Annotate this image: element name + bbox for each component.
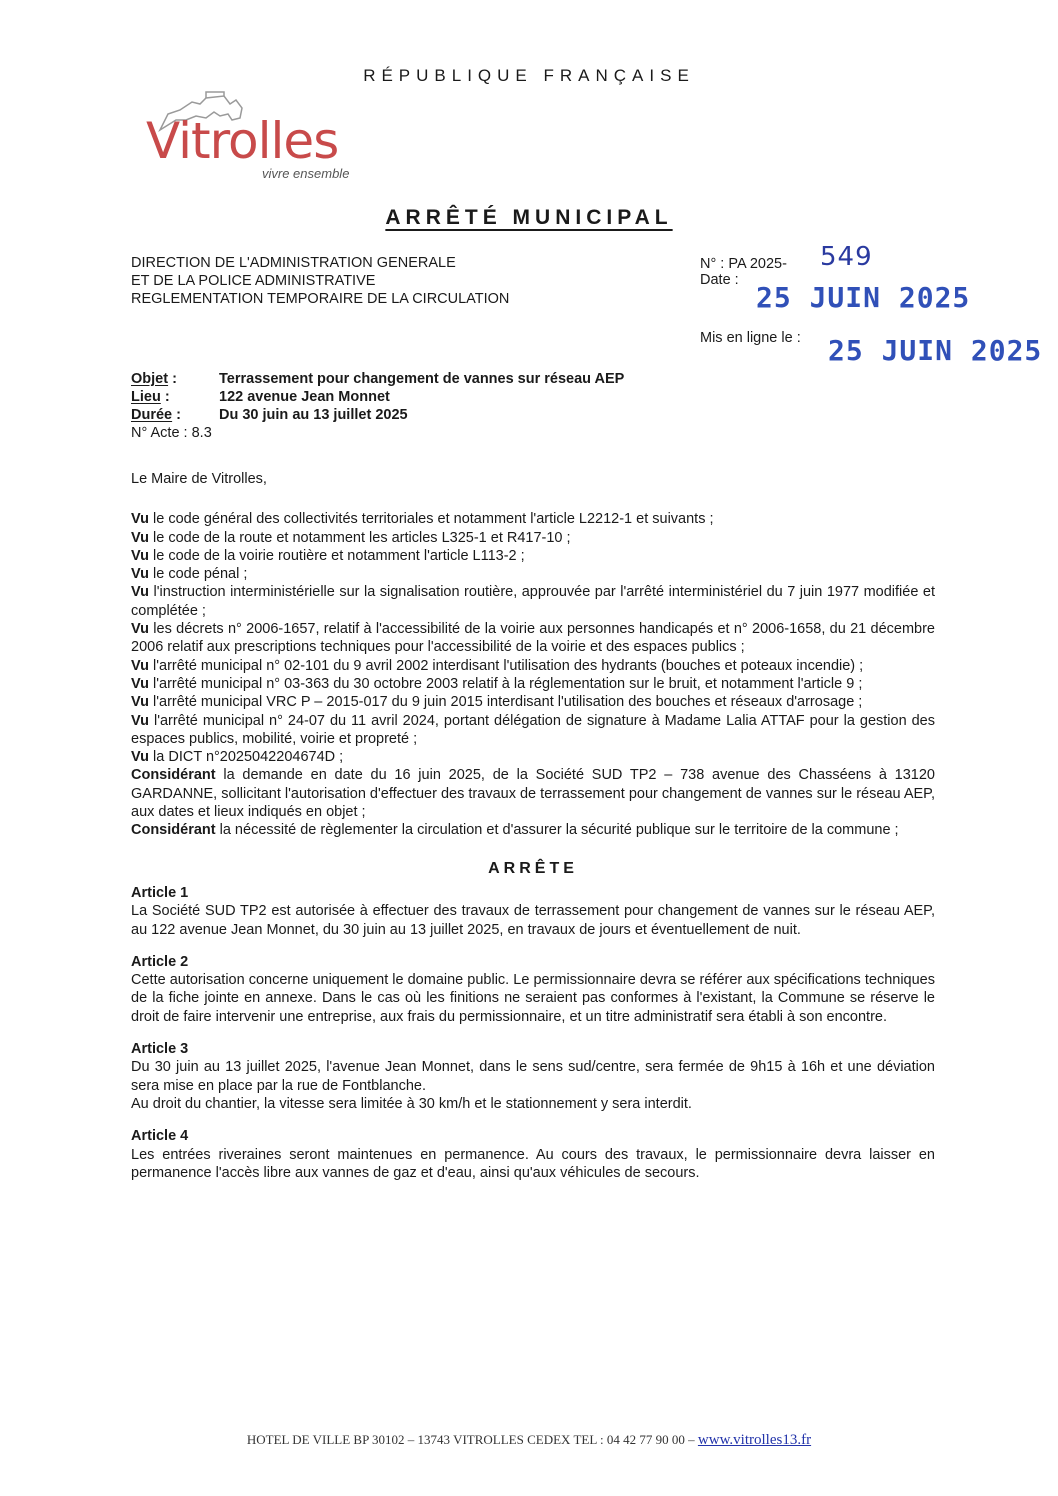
objet-label: Objet xyxy=(131,371,169,387)
decree-number-label: N° : PA 2025- xyxy=(700,256,787,272)
document-body xyxy=(131,470,935,1182)
online-date-stamp: 25 JUIN 2025 xyxy=(828,334,1043,367)
article-text: Du 30 juin au 13 juillet 2025, l'avenue Jean Monnet, dans le sens sud/centre, sera fermée de 9h15 à 16h et une déviation sera mise en place par la rue de Fontblanche. xyxy=(131,1059,935,1094)
decree-number-handwritten: 549 xyxy=(820,242,873,272)
vu-item: Vu le code pénal ; xyxy=(131,566,248,583)
intro-line: Le Maire de Vitrolles, xyxy=(131,471,267,487)
direction-block xyxy=(131,254,509,308)
logo-tagline: vivre ensemble xyxy=(262,166,350,181)
vu-item: Vu l'instruction interministérielle sur la signalisation routière, approuvée par l'arrêté interministériel du 7 juin 1977 modifiée et complétée ; xyxy=(131,584,935,619)
considerant-item: Considérant la demande en date du 16 juin 2025, de la Société SUD TP2 – 738 avenue des Chasséens à 13120 GARDANNE, sollicitant l'autorisation d'effectuer des travaux de terrassement pour changement de vannes sur le réseau AEP, aux dates et lieux indiqués en objet ; xyxy=(131,767,935,821)
article-title: Article 1 xyxy=(131,884,189,901)
direction-line: ET DE LA POLICE ADMINISTRATIVE xyxy=(131,273,376,289)
article-text: Au droit du chantier, la vitesse sera limitée à 30 km/h et le stationnement y sera interdit. xyxy=(131,1095,692,1112)
article-title: Article 4 xyxy=(131,1128,189,1145)
online-label: Mis en ligne le : xyxy=(700,330,801,346)
vu-item: Vu l'arrêté municipal n° 02-101 du 9 avril 2002 interdisant l'utilisation des hydrants (bouches et poteaux incendie) ; xyxy=(131,657,864,674)
duree-label: Durée xyxy=(131,407,173,423)
article-title: Article 2 xyxy=(131,953,189,970)
document-title: ARRÊTÉ MUNICIPAL xyxy=(385,206,673,229)
date-label: Date : xyxy=(700,272,739,288)
vu-item: Vu les décrets n° 2006-1657, relatif à l'accessibilité de la voirie aux personnes handicapés et n° 2006-1658, du 21 décembre 2006 relatif aux prescriptions techniques pour l'accessibilité de la voirie et des espaces publics ; xyxy=(131,621,935,656)
vu-item: Vu le code de la route et notamment les articles L325-1 et R417-10 ; xyxy=(131,529,571,546)
arrete-heading: ARRÊTE xyxy=(488,859,578,877)
logo-wordmark: Vitrolles xyxy=(146,112,339,170)
footer-website-link[interactable]: www.vitrolles13.fr xyxy=(697,1432,812,1448)
article-text: Les entrées riveraines seront maintenues en permanence. Au cours des travaux, le permissionnaire devra laisser en permanence l'accès libre aux vannes de gaz et d'eau, ainsi qu'aux véhicules de secours. xyxy=(131,1146,935,1181)
article-text: La Société SUD TP2 est autorisée à effectuer des travaux de terrassement pour changement de vannes sur le réseau AEP, au 122 avenue Jean Monnet, du 30 juin au 13 juillet 2025, en travaux de jours et éventuellement de nuit. xyxy=(131,903,935,938)
objet-value: Terrassement pour changement de vannes sur réseau AEP xyxy=(219,371,625,387)
footer xyxy=(0,1432,1058,1449)
vu-item: Vu le code de la voirie routière et notamment l'article L113-2 ; xyxy=(131,547,525,564)
object-block: Objet : Terrassement pour changement de vannes sur réseau AEP Lieu : 122 avenue Jean Monnet Durée : Du 30 juin au 13 juillet 2025 N° Acte : 8.3 xyxy=(131,371,625,441)
vu-item: Vu le code général des collectivités territoriales et notamment l'article L2212-1 et suivants ; xyxy=(131,511,714,528)
footer-address: HOTEL DE VILLE BP 30102 – 13743 VITROLLES CEDEX TEL : 04 42 77 90 00 – xyxy=(246,1432,698,1447)
article-title: Article 3 xyxy=(131,1041,189,1058)
republique-header: RÉPUBLIQUE FRANÇAISE xyxy=(363,66,695,85)
lieu-label: Lieu xyxy=(131,389,161,405)
vu-item: Vu l'arrêté municipal VRC P – 2015-017 du 9 juin 2015 interdisant l'utilisation des bouches et réseaux d'arrosage ; xyxy=(131,694,863,711)
considerant-item: Considérant la nécessité de règlementer la circulation et d'assurer la sécurité publique sur le territoire de la commune ; xyxy=(131,822,899,839)
direction-line: REGLEMENTATION TEMPORAIRE DE LA CIRCULATION xyxy=(131,291,510,307)
acte-number: N° Acte : 8.3 xyxy=(131,425,212,441)
vu-item: Vu l'arrêté municipal n° 03-363 du 30 octobre 2003 relatif à la réglementation sur le bruit, et notamment l'article 9 ; xyxy=(131,675,863,692)
direction-line: DIRECTION DE L'ADMINISTRATION GENERALE xyxy=(131,255,456,271)
vu-item: Vu la DICT n°2025042204674D ; xyxy=(131,749,344,766)
vu-item: Vu l'arrêté municipal n° 24-07 du 11 avril 2024, portant délégation de signature à Madame Lalia ATTAF pour la gestion des espaces publics, mobilité, voirie et propreté ; xyxy=(131,712,935,747)
date-stamp: 25 JUIN 2025 xyxy=(756,281,971,314)
lieu-value: 122 avenue Jean Monnet xyxy=(219,389,390,405)
duree-value: Du 30 juin au 13 juillet 2025 xyxy=(219,407,408,423)
article-text: Cette autorisation concerne uniquement le domaine public. Le permissionnaire devra se référer aux spécifications techniques de la fiche jointe en annexe. Dans le cas où les finitions ne seraient pas conformes à l'existant, la Commune se réserve le droit de faire intervenir une entreprise, aux frais du permissionnaire, et un titre administratif sera établi à son encontre. xyxy=(131,972,935,1025)
